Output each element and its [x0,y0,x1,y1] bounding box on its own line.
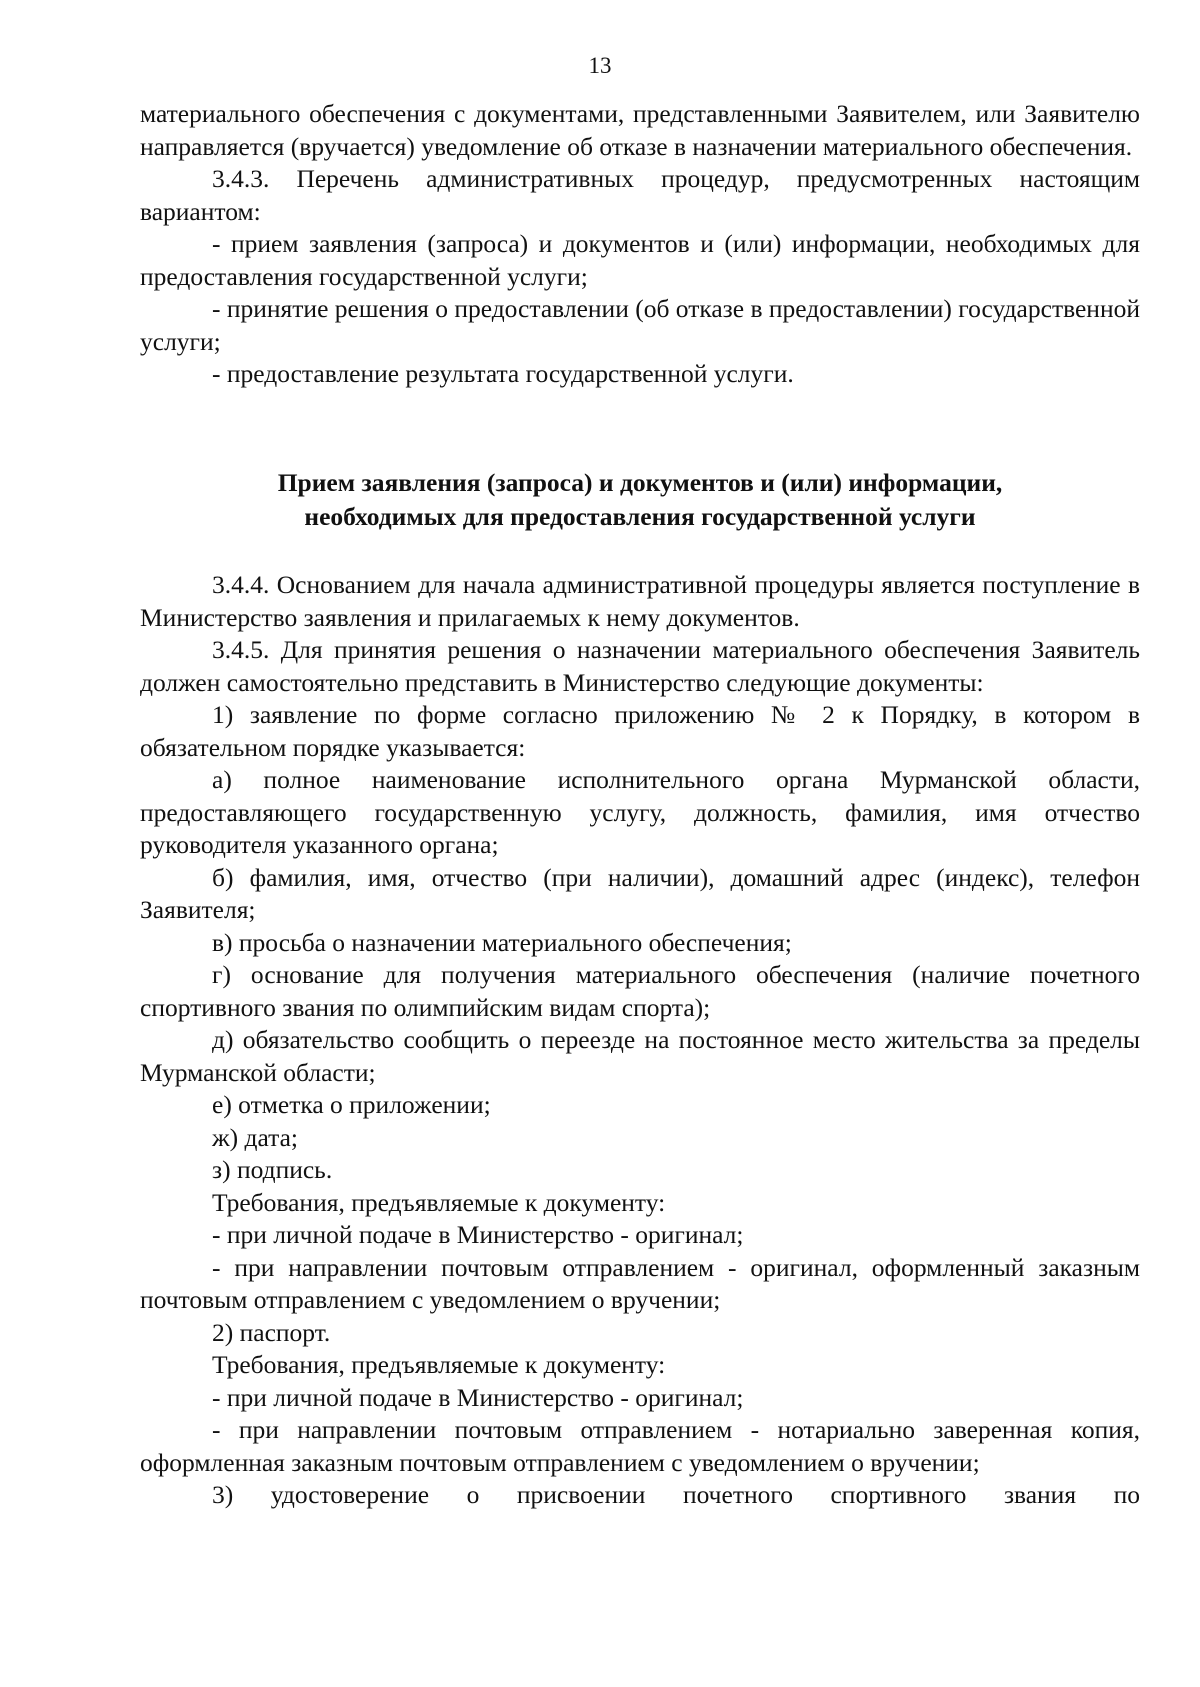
list-item: б) фамилия, имя, отчество (при наличии), домашний адрес (индекс), телефон Заявителя; [140,862,1140,924]
list-item: - при направлении почтовым отправлением - оригинал, оформленный заказным почтовым отправлением с уведомлением о вручении; [140,1252,1140,1314]
list-item: - при личной подаче в Министерство - оригинал; [212,1220,744,1249]
list-item: з) подпись. [212,1155,333,1184]
paragraph: 2) паспорт. [212,1317,331,1347]
paragraph-procedure-item: - прием заявления (запроса) и документов и (или) информации, необходимых для предоставления государственной услуги; [140,229,1140,291]
paragraph-procedures-list-intro: 3.4.3. Перечень административных процедур, предусмотренных настоящим вариантом: [140,164,1140,226]
section-heading-line-1: Прием заявления (запроса) и документов и (или) информации, [277,468,1003,497]
list-item: д) обязательство сообщить о переезде на постоянное место жительства за пределы Мурманской области; [140,1025,1140,1087]
list-item: - при направлении почтовым отправлением - нотариально заверенная копия, оформленная заказным почтовым отправлением с уведомлением о вручении; [140,1415,1140,1477]
section-heading [140,466,1140,534]
section-heading-line-2: необходимых для предоставления государственной услуги [304,502,976,531]
paragraph: Требования, предъявляемые к документу: [212,1187,666,1217]
list-item: г) основание для получения материального обеспечения (наличие почетного спортивного звания по олимпийским видам спорта); [140,960,1140,1022]
paragraph-continuation: материального обеспечения с документами, представленными Заявителем, или Заявителю направляется (вручается) уведомление об отказе в назначении материального обеспечения. [140,99,1140,161]
paragraph: 3) удостоверение о присвоении почетного спортивного звания по [212,1480,1140,1509]
paragraph-procedure-item: - принятие решения о предоставлении (об отказе в предоставлении) государственной услуги; [140,294,1140,356]
intro-section [140,98,1140,391]
paragraph: 1) заявление по форме согласно приложению № 2 к Порядку, в котором в обязательном порядке указывается: [140,700,1140,762]
paragraph: Требования, предъявляемые к документу: [212,1350,666,1379]
paragraph-procedure-item: - предоставление результата государственной услуги. [212,359,794,388]
page-number: 13 [588,53,612,78]
paragraph: 3.4.4. Основанием для начала административной процедуры является поступление в Министерство заявления и прилагаемых к нему документов. [140,570,1140,632]
list-item: - при личной подаче в Министерство - оригинал; [212,1382,744,1412]
main-section [140,569,1140,1512]
list-item: ж) дата; [212,1122,298,1152]
list-item: а) полное наименование исполнительного органа Мурманской области, предоставляющего государственную услугу, должность, фамилия, имя отчество руководителя указанного органа; [140,765,1140,859]
list-item: в) просьба о назначении материального обеспечения; [212,927,792,957]
paragraph: 3.4.5. Для принятия решения о назначении материального обеспечения Заявитель должен самостоятельно представить в Министерство следующие документы: [140,635,1140,697]
list-item: е) отметка о приложении; [212,1090,491,1119]
